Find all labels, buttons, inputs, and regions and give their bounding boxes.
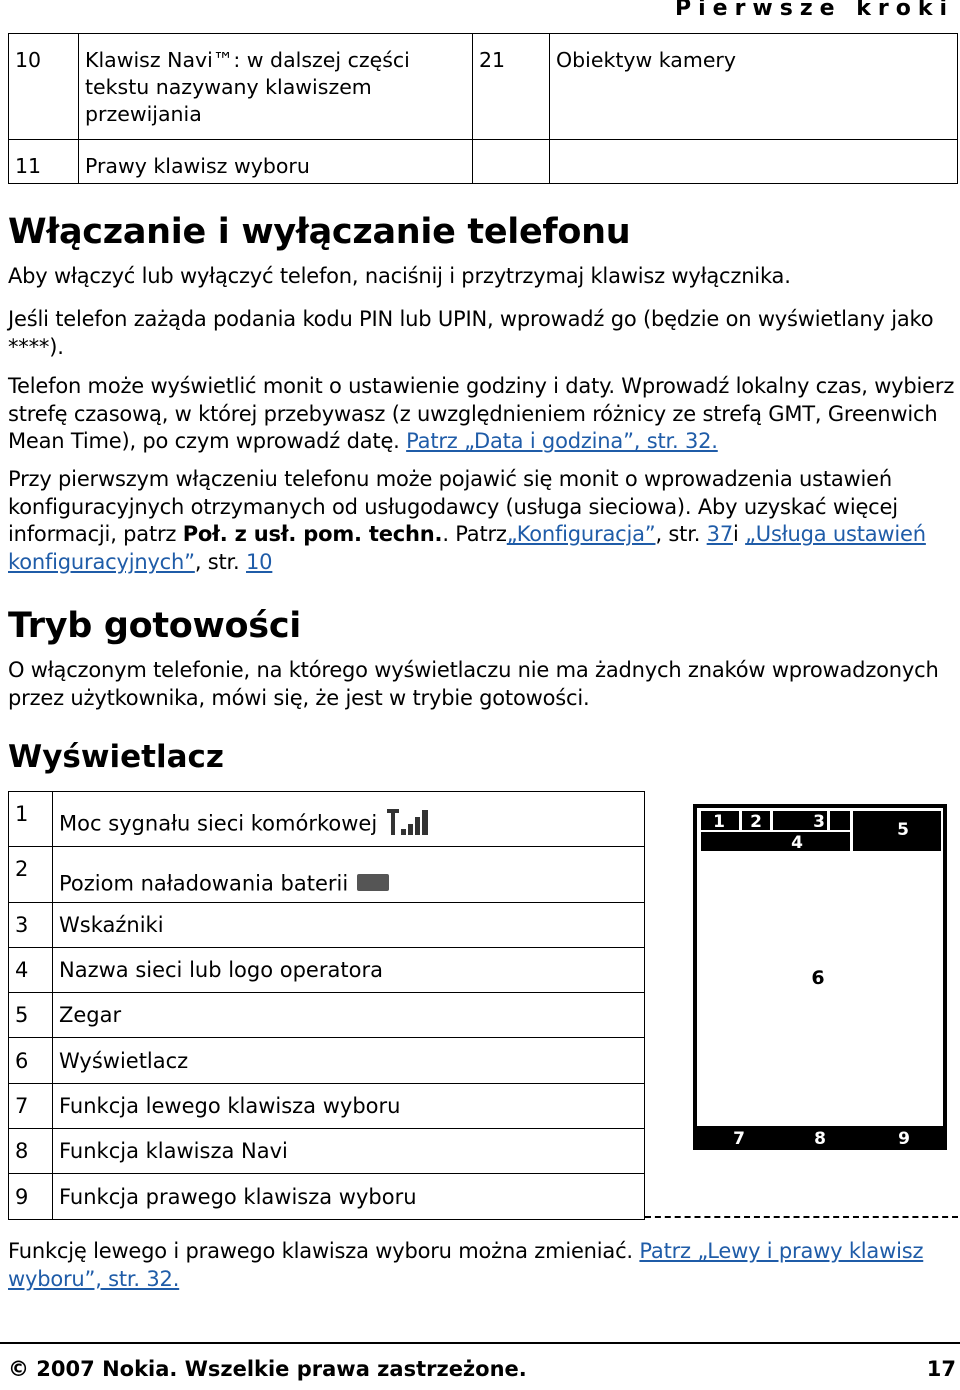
item-number: 8 — [9, 1129, 53, 1174]
link-configuration[interactable]: „Konfiguracja” — [506, 522, 656, 546]
section-header: Pierwsze kroki — [674, 0, 954, 21]
item-label — [53, 792, 645, 847]
table-row — [9, 903, 645, 948]
diagram-label-7: 7 — [733, 1129, 745, 1149]
table-row — [9, 792, 645, 847]
table-row — [9, 1084, 645, 1129]
item-label: Nazwa sieci lub logo operatora — [53, 948, 645, 993]
paragraph-text: i — [733, 522, 746, 546]
footer-divider — [0, 1342, 960, 1344]
table-row — [9, 1174, 645, 1220]
item-label — [53, 847, 645, 903]
key-description: Obiektyw kamery — [550, 34, 958, 140]
section-title-display: Wyświetlacz — [8, 739, 224, 775]
item-number: 2 — [9, 847, 53, 903]
dashed-divider — [645, 1216, 958, 1218]
table-row — [9, 948, 645, 993]
link-selection-keys[interactable]: Patrz „Lewy i prawy klawisz wyboru”, str. 32. — [8, 1239, 924, 1291]
paragraph-text: Przy pierwszym włączeniu telefonu może pojawić się monit o wprowadzenia ustawień konfiguracyjnych otrzymanych od usługodawcy (usługa sieciowa). Aby uzyskać więcej informacji, patrz — [8, 467, 898, 546]
key-description: Prawy klawisz wyboru — [79, 140, 473, 184]
key-number — [473, 140, 550, 184]
item-text: Poziom naładowania baterii — [59, 871, 349, 896]
item-number: 1 — [9, 792, 53, 847]
item-label: Funkcja lewego klawisza wyboru — [53, 1084, 645, 1129]
item-label: Wyświetlacz — [53, 1038, 645, 1084]
menu-path: Poł. z usł. pom. techn. — [182, 522, 443, 546]
key-description: Klawisz Navi™: w dalszej części tekstu nazywany klawiszem przewijania — [79, 34, 473, 140]
item-number: 7 — [9, 1084, 53, 1129]
key-number: 10 — [9, 34, 79, 140]
paragraph-text: Telefon może wyświetlić monit o ustawienie godziny i daty. Wprowadź lokalny czas, wybierz strefę czasową, w której przebywasz (z uwzględnieniem różnicy ze strefą GMT, Greenwich Mean Time), po czym wprowadź datę. — [8, 374, 955, 453]
diagram-label-9: 9 — [898, 1129, 910, 1149]
item-label: Wskaźniki — [53, 903, 645, 948]
item-label: Funkcja klawisza Navi — [53, 1129, 645, 1174]
paragraph-text: , str. — [194, 549, 247, 574]
table-row — [9, 140, 958, 184]
item-number: 9 — [9, 1174, 53, 1220]
battery-icon — [356, 871, 390, 898]
key-description — [550, 140, 958, 184]
display-diagram — [693, 804, 947, 1150]
key-number: 11 — [9, 140, 79, 184]
paragraph: O włączonym telefonie, na którego wyświetlaczu nie ma żadnych znaków wprowadzonych przez użytkownika, mówi się, że jest w trybie gotowości. — [8, 658, 939, 710]
table-row — [9, 34, 958, 140]
display-legend-table — [8, 791, 645, 1220]
section-title-power: Włączanie i wyłączanie telefonu — [8, 212, 631, 252]
item-text: Moc sygnału sieci komórkowej — [59, 811, 378, 836]
section-title-standby: Tryb gotowości — [8, 606, 301, 646]
diagram-label-2: 2 — [750, 812, 762, 832]
paragraph — [8, 466, 960, 576]
diagram-label-8: 8 — [814, 1129, 826, 1149]
key-legend-table — [8, 33, 958, 184]
paragraph — [8, 373, 960, 456]
paragraph-text: . Patrz — [442, 522, 507, 546]
item-label: Zegar — [53, 993, 645, 1038]
diagram-label-4: 4 — [791, 833, 803, 853]
item-label: Funkcja prawego klawisza wyboru — [53, 1174, 645, 1220]
paragraph: Aby włączyć lub wyłączyć telefon, naciśnij i przytrzymaj klawisz wyłącznika. — [8, 264, 791, 288]
item-number: 3 — [9, 903, 53, 948]
item-number: 4 — [9, 948, 53, 993]
table-row — [9, 847, 645, 903]
table-row — [9, 1038, 645, 1084]
item-number: 5 — [9, 993, 53, 1038]
diagram-label-1: 1 — [713, 812, 725, 832]
table-row — [9, 993, 645, 1038]
link-page-37[interactable]: 37 — [706, 522, 733, 546]
paragraph-text: , str. — [655, 522, 707, 546]
diagram-label-5: 5 — [897, 820, 909, 840]
item-number: 6 — [9, 1038, 53, 1084]
link-date-time[interactable]: Patrz „Data i godzina”, str. 32. — [406, 429, 718, 453]
paragraph — [8, 1238, 928, 1293]
key-number: 21 — [473, 34, 550, 140]
paragraph-text: Funkcję lewego i prawego klawisza wyboru można zmieniać. — [8, 1239, 640, 1263]
page-number: 17 — [926, 1357, 956, 1381]
signal-icon — [385, 807, 431, 842]
copyright: © 2007 Nokia. Wszelkie prawa zastrzeżone. — [8, 1357, 527, 1381]
diagram-label-3: 3 — [813, 812, 825, 832]
table-row — [9, 1129, 645, 1174]
diagram-label-6: 6 — [811, 967, 825, 989]
link-page-10[interactable]: 10 — [246, 549, 273, 574]
paragraph: Jeśli telefon zażąda podania kodu PIN lub UPIN, wprowadź go (będzie on wyświetlany jako ****). — [8, 307, 934, 359]
link-config-settings-service[interactable]: „Usługa ustawień konfiguracyjnych” — [8, 522, 926, 574]
